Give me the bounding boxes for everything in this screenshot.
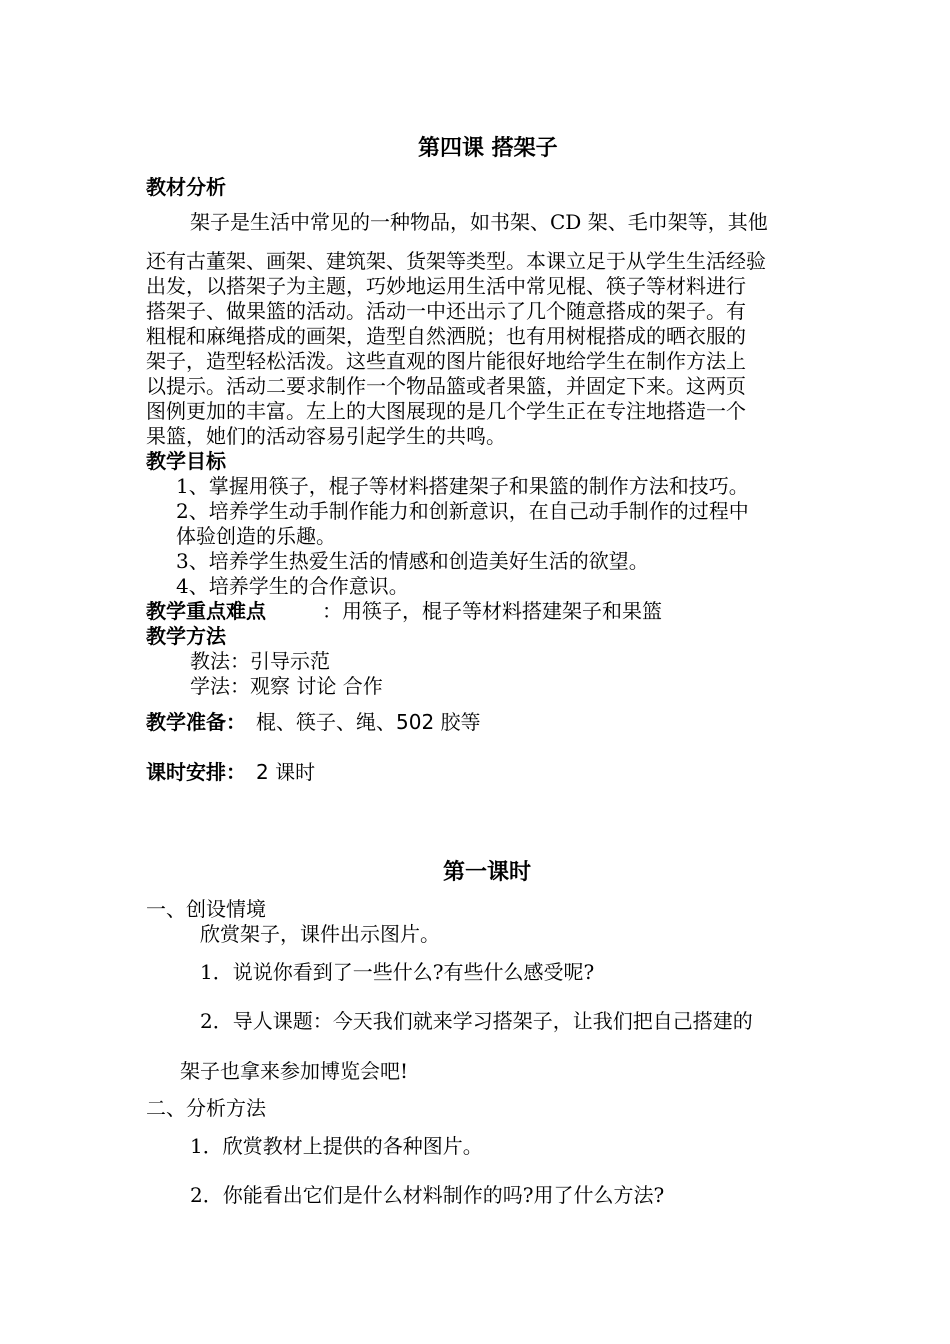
key-points-value: ：用筷子，棍子等材料搭建架子和果篮	[322, 599, 662, 623]
analysis-line: 搭架子、做果篮的活动。活动一中还出示了几个随意搭成的架子。有	[146, 299, 746, 323]
goals-heading: 教学目标	[146, 449, 226, 473]
schedule-label: 课时安排：	[146, 760, 246, 784]
analysis-line: 果篮，她们的活动容易引起学生的共鸣。	[146, 424, 506, 448]
methods-heading: 教学方法	[146, 624, 226, 648]
list-item: 2．导人课题：今天我们就来学习搭架子，让我们把自己搭建的	[200, 1009, 753, 1033]
section-text: 欣赏架子，课件出示图片。	[200, 922, 440, 946]
list-item: 1．欣赏教材上提供的各种图片。	[190, 1134, 483, 1158]
list-item: 1．说说你看到了一些什么?有些什么感受呢?	[200, 960, 595, 984]
page-title: 第四课 搭架子	[418, 136, 558, 161]
lesson-title: 第一课时	[443, 860, 532, 885]
goal-item: 体验创造的乐趣。	[176, 524, 336, 548]
teaching-method: 教法：引导示范	[190, 649, 330, 673]
preparation-value: 棍、筷子、绳、502 胶等	[256, 710, 481, 734]
analysis-line: 以提示。活动二要求制作一个物品篮或者果篮，并固定下来。这两页	[146, 374, 746, 398]
schedule-value: 2 课时	[256, 760, 316, 784]
learning-method: 学法：观察 讨论 合作	[190, 674, 383, 698]
analysis-line: 出发，以搭架子为主题，巧妙地运用生活中常见棍、筷子等材料进行	[146, 274, 746, 298]
section-heading: 二、分析方法	[146, 1096, 266, 1120]
goal-item: 1、掌握用筷子，棍子等材料搭建架子和果篮的制作方法和技巧。	[176, 474, 749, 498]
key-points-label: 教学重点难点	[146, 599, 266, 623]
analysis-line: 架子是生活中常见的一种物品，如书架、CD 架、毛巾架等，其他	[190, 210, 768, 234]
preparation-label: 教学准备：	[146, 710, 246, 734]
analysis-line: 架子，造型轻松活泼。这些直观的图片能很好地给学生在制作方法上	[146, 349, 746, 373]
analysis-line: 粗棍和麻绳搭成的画架，造型自然洒脱；也有用树棍搭成的晒衣服的	[146, 324, 746, 348]
analysis-line: 图例更加的丰富。左上的大图展现的是几个学生正在专注地搭造一个	[146, 399, 746, 423]
list-item: 架子也拿来参加博览会吧!	[180, 1059, 409, 1083]
goal-item: 2、培养学生动手制作能力和创新意识，在自己动手制作的过程中	[176, 499, 749, 523]
list-item: 2．你能看出它们是什么材料制作的吗?用了什么方法?	[190, 1183, 665, 1207]
analysis-heading: 教材分析	[146, 175, 226, 199]
section-heading: 一、创设情境	[146, 897, 266, 921]
goal-item: 3、培养学生热爱生活的情感和创造美好生活的欲望。	[176, 549, 649, 573]
analysis-line: 还有古董架、画架、建筑架、货架等类型。本课立足于从学生生活经验	[146, 249, 766, 273]
goal-item: 4、培养学生的合作意识。	[176, 574, 409, 598]
